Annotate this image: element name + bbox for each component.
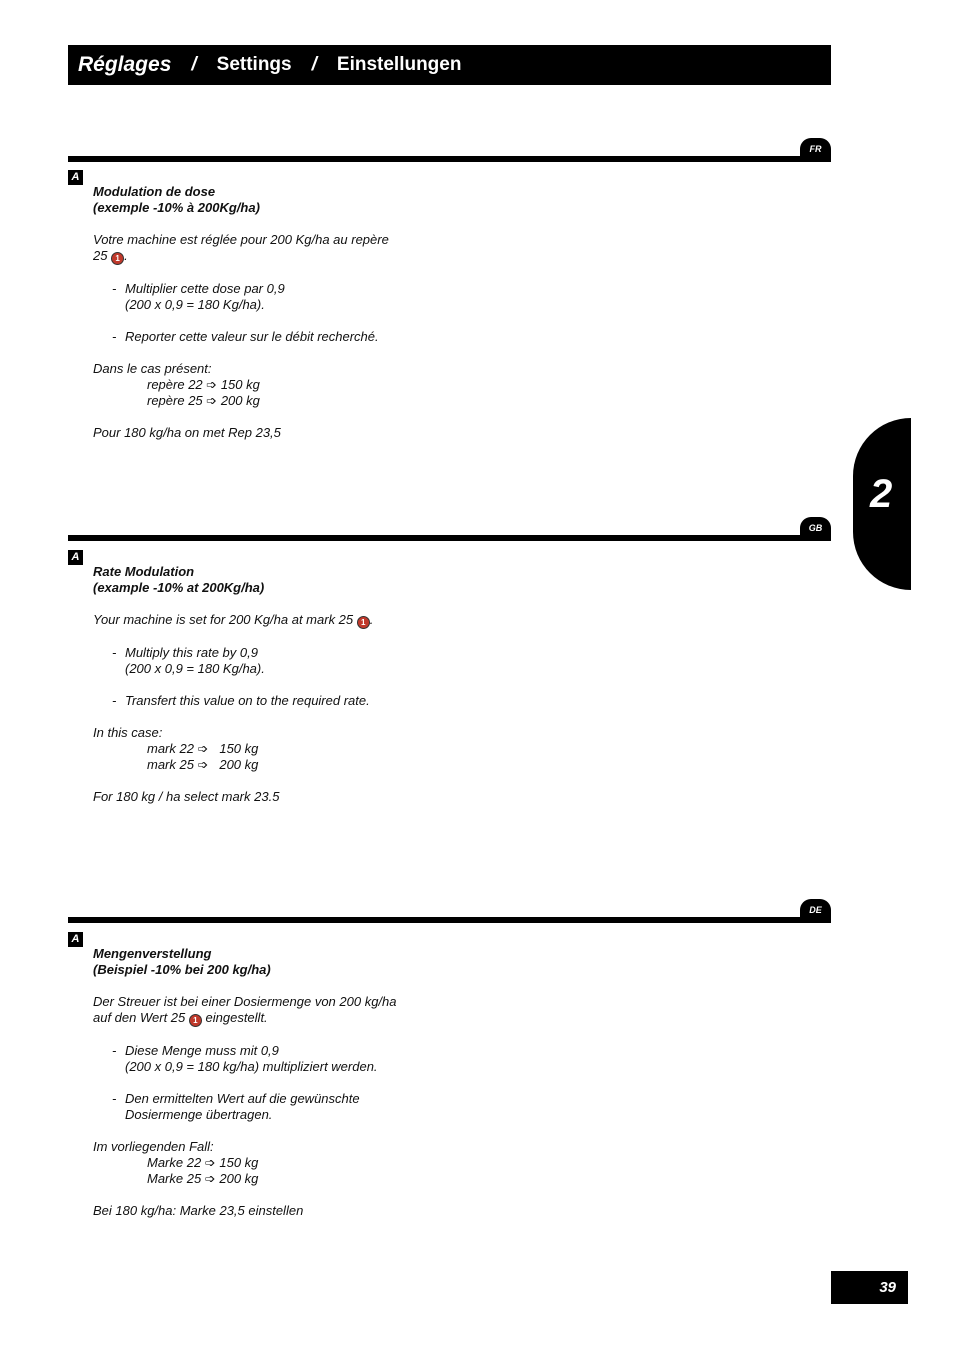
case-row: repère 22 ➩ 150 kg — [147, 377, 260, 392]
page-number: 39 — [831, 1271, 908, 1304]
case-row: repère 25 ➩ 200 kg — [147, 393, 260, 408]
section-gb — [93, 564, 513, 805]
callout-1-icon: 1 — [189, 1014, 202, 1027]
step-item: - Reporter cette valeur sur le débit recherché. — [112, 329, 379, 344]
header-separator: / — [191, 54, 197, 75]
step-item: - Den ermittelten Wert auf die gewünschte — [112, 1091, 360, 1106]
chapter-number: 2 — [870, 472, 893, 516]
result-text: For 180 kg / ha select mark 23.5 — [93, 789, 280, 804]
arrow-right-icon: ➩ — [206, 377, 218, 392]
section-badge: A — [68, 170, 83, 185]
header-title-fr: Réglages — [78, 53, 172, 76]
case-row: Marke 25 ➩ 200 kg — [147, 1171, 259, 1186]
result-text: Pour 180 kg/ha on met Rep 23,5 — [93, 425, 281, 440]
arrow-right-icon: ➩ — [206, 393, 218, 408]
lang-tab-de: DE — [800, 899, 831, 921]
callout-1-icon: 1 — [111, 252, 124, 265]
section-title: Modulation de dose — [93, 184, 216, 199]
intro-text: auf den Wert 25 1 eingestellt. — [93, 1010, 268, 1025]
step-item: - Diese Menge muss mit 0,9 — [112, 1043, 279, 1058]
section-subtitle: (example -10% at 200Kg/ha) — [93, 580, 265, 595]
section-title: Rate Modulation — [93, 564, 195, 579]
case-row: mark 25 ➩ 200 kg — [147, 757, 259, 772]
section-subtitle: (Beispiel -10% bei 200 kg/ha) — [93, 962, 271, 977]
section-de — [93, 946, 513, 1219]
case-label: In this case: — [93, 725, 163, 740]
section-rule — [68, 535, 831, 541]
header-title-gb: Settings — [216, 54, 292, 75]
intro-text: Your machine is set for 200 Kg/ha at mark 25 1 . — [93, 612, 374, 627]
case-label: Dans le cas présent: — [93, 361, 212, 376]
arrow-right-icon: ➩ — [204, 1155, 216, 1170]
case-label: Im vorliegenden Fall: — [93, 1139, 214, 1154]
header-title-de: Einstellungen — [336, 54, 462, 75]
page-header — [68, 45, 831, 85]
header-separator: / — [311, 54, 317, 75]
arrow-right-icon: ➩ — [197, 741, 209, 756]
result-text: Bei 180 kg/ha: Marke 23,5 einstellen — [93, 1203, 304, 1218]
section-badge: A — [68, 550, 83, 565]
step-item-detail: (200 x 0,9 = 180 Kg/ha). — [125, 661, 265, 676]
callout-1-icon: 1 — [357, 616, 370, 629]
section-rule — [68, 917, 831, 923]
case-row: Marke 22 ➩ 150 kg — [147, 1155, 259, 1170]
section-title: Mengenverstellung — [93, 946, 212, 961]
intro-text: 25 1 . — [93, 248, 128, 263]
intro-text: Der Streuer ist bei einer Dosiermenge von 200 kg/ha — [93, 994, 397, 1009]
intro-text: Votre machine est réglée pour 200 Kg/ha au repère — [93, 232, 389, 247]
lang-tab-fr: FR — [800, 138, 831, 160]
section-rule — [68, 156, 831, 162]
arrow-right-icon: ➩ — [197, 757, 209, 772]
step-item: - Transfert this value on to the required rate. — [112, 693, 370, 708]
lang-tab-gb: GB — [800, 517, 831, 539]
step-item: - Multiply this rate by 0,9 — [112, 645, 258, 660]
step-item-detail: (200 x 0,9 = 180 kg/ha) multipliziert werden. — [125, 1059, 378, 1074]
step-item: - Multiplier cette dose par 0,9 — [112, 281, 285, 296]
step-item-detail: Dosiermenge übertragen. — [125, 1107, 273, 1122]
section-badge: A — [68, 932, 83, 947]
case-row: mark 22 ➩ 150 kg — [147, 741, 259, 756]
section-subtitle: (exemple -10% à 200Kg/ha) — [93, 200, 260, 215]
arrow-right-icon: ➩ — [204, 1171, 216, 1186]
step-item-detail: (200 x 0,9 = 180 Kg/ha). — [125, 297, 265, 312]
section-fr — [93, 184, 513, 441]
